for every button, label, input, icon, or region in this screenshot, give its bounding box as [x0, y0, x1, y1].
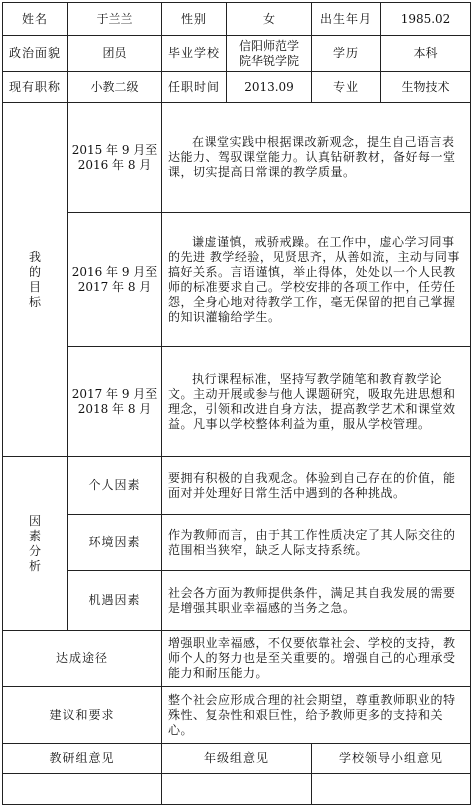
grade-group-opinion-field[interactable]: [162, 774, 312, 805]
suggestion-label: 建议和要求: [3, 687, 162, 744]
goal-date-line-1: 2015 年 9 月至: [71, 142, 158, 157]
birth-label: 出生年月: [312, 3, 381, 36]
education-label: 学历: [312, 36, 381, 72]
school-label: 毕业学校: [162, 36, 227, 72]
goal-period-row: [3, 213, 471, 347]
approach-text: 增强职业幸福感，不仅要依靠社会、学校的支持，教师个人的努力也是至关重要的。增强自己的心理承受能力和耐压能力。: [162, 631, 471, 687]
goal-text: 在课堂实践中根据课改新观念，提生自己语言表达能力、驾驭课堂能力。认真钻研教材，备好每一堂课，切实提高日常课的教学质量。: [168, 135, 456, 179]
birth-value: 1985.02: [381, 3, 471, 36]
factor-label: 环境因素: [68, 515, 162, 571]
factor-text: 作为教师而言，由于其工作性质决定了其人际交往的范围相当狭窄，缺乏人际支持系统。: [162, 515, 471, 571]
factor-row: [3, 515, 471, 571]
goal-period-row: [3, 103, 471, 213]
grade-group-opinion-label: 年级组意见: [162, 744, 312, 774]
school-value-line-2: 院华锐学院: [238, 53, 299, 68]
goal-period-text: [162, 213, 471, 347]
basic-info-row-1: [3, 3, 471, 36]
goal-text: 执行课程标准，坚持写教学随笔和教育教学论文。主动开展或参与他人课题研究，吸取先进思想和理念，引领和改进自身方法，提高教学艺术和课堂效益。凡事以学校整体利益为重，服从学校管理。: [168, 371, 456, 431]
name-value: 于兰兰: [68, 3, 162, 36]
school-value-line-1: 信阳师范学: [238, 38, 299, 53]
factor-row: [3, 571, 471, 631]
goals-char: 标: [28, 294, 41, 309]
school-leaders-opinion-label: 学校领导小组意见: [312, 744, 471, 774]
goal-date-line-2: 2018 年 8 月: [77, 401, 152, 416]
major-value: 生物技术: [381, 72, 471, 103]
goal-period-date: [68, 213, 162, 347]
factor-text: 社会各方面为教师提供条件，满足其自我发展的需要是增强其职业幸福感的当务之急。: [162, 571, 471, 631]
goals-char: 目: [28, 279, 41, 294]
education-value: 本科: [381, 36, 471, 72]
goal-date-line-2: 2016 年 8 月: [77, 157, 152, 172]
title-value: 小教二级: [68, 72, 162, 103]
goal-period-date: [68, 103, 162, 213]
approach-label: 达成途径: [3, 631, 162, 687]
gender-label: 性别: [162, 3, 227, 36]
goals-char: 我: [28, 249, 41, 264]
factors-section-label: [3, 457, 68, 631]
goal-date-line-1: 2016 年 9 月至: [71, 264, 158, 279]
goal-period-text: [162, 103, 471, 213]
factors-char: 析: [28, 558, 41, 573]
research-group-opinion-field[interactable]: [3, 774, 162, 805]
political-label: 政治面貌: [3, 36, 68, 72]
goals-char: 的: [28, 264, 41, 279]
goal-date-line-1: 2017 年 9 月至: [71, 386, 158, 401]
goal-date-line-2: 2017 年 8 月: [77, 279, 152, 294]
factor-row: [3, 457, 471, 515]
appoint-label: 任职时间: [162, 72, 227, 103]
factor-label: 机遇因素: [68, 571, 162, 631]
factors-char: 因: [28, 513, 41, 528]
gender-value: 女: [227, 3, 312, 36]
factor-label: 个人因素: [68, 457, 162, 515]
school-leaders-opinion-field[interactable]: [312, 774, 471, 805]
basic-info-row-2: [3, 36, 471, 72]
goals-section-label: [3, 103, 68, 457]
suggestion-row: [3, 687, 471, 744]
research-group-opinion-label: 教研组意见: [3, 744, 162, 774]
appoint-value: 2013.09: [227, 72, 312, 103]
school-value: [227, 36, 312, 72]
goal-text: 谦虚谨慎，戒骄戒躁。在工作中，虚心学习同事的先进 教学经验，见贤思齐，从善如流，主动与同事搞好关系。言语谨慎，举止得体，处处以一个人民教师的标准要求自己。学校安排的各项工作中，任劳任怨，全身心地对待教学工作，毫无保留的把自己掌握的知识灌输给学生。: [168, 234, 460, 324]
factor-text: 要拥有积极的自我观念。体验到自己存在的价值，能面对并处理好日常生活中遇到的各种挑战。: [162, 457, 471, 515]
goal-period-date: [68, 347, 162, 457]
basic-info-row-3: [3, 72, 471, 103]
opinions-body-row: [3, 774, 471, 805]
name-label: 姓名: [3, 3, 68, 36]
factors-char: 素: [28, 528, 41, 543]
political-value: 团员: [68, 36, 162, 72]
major-label: 专业: [312, 72, 381, 103]
suggestion-text: 整个社会应形成合理的社会期望，尊重教师职业的特殊性、复杂性和艰巨性，给予教师更多的支持和关心。: [162, 687, 471, 744]
approach-row: [3, 631, 471, 687]
factors-char: 分: [28, 543, 41, 558]
title-label: 现有职称: [3, 72, 68, 103]
plan-table: [2, 2, 471, 805]
goal-period-row: [3, 347, 471, 457]
opinions-header-row: [3, 744, 471, 774]
goal-period-text: [162, 347, 471, 457]
